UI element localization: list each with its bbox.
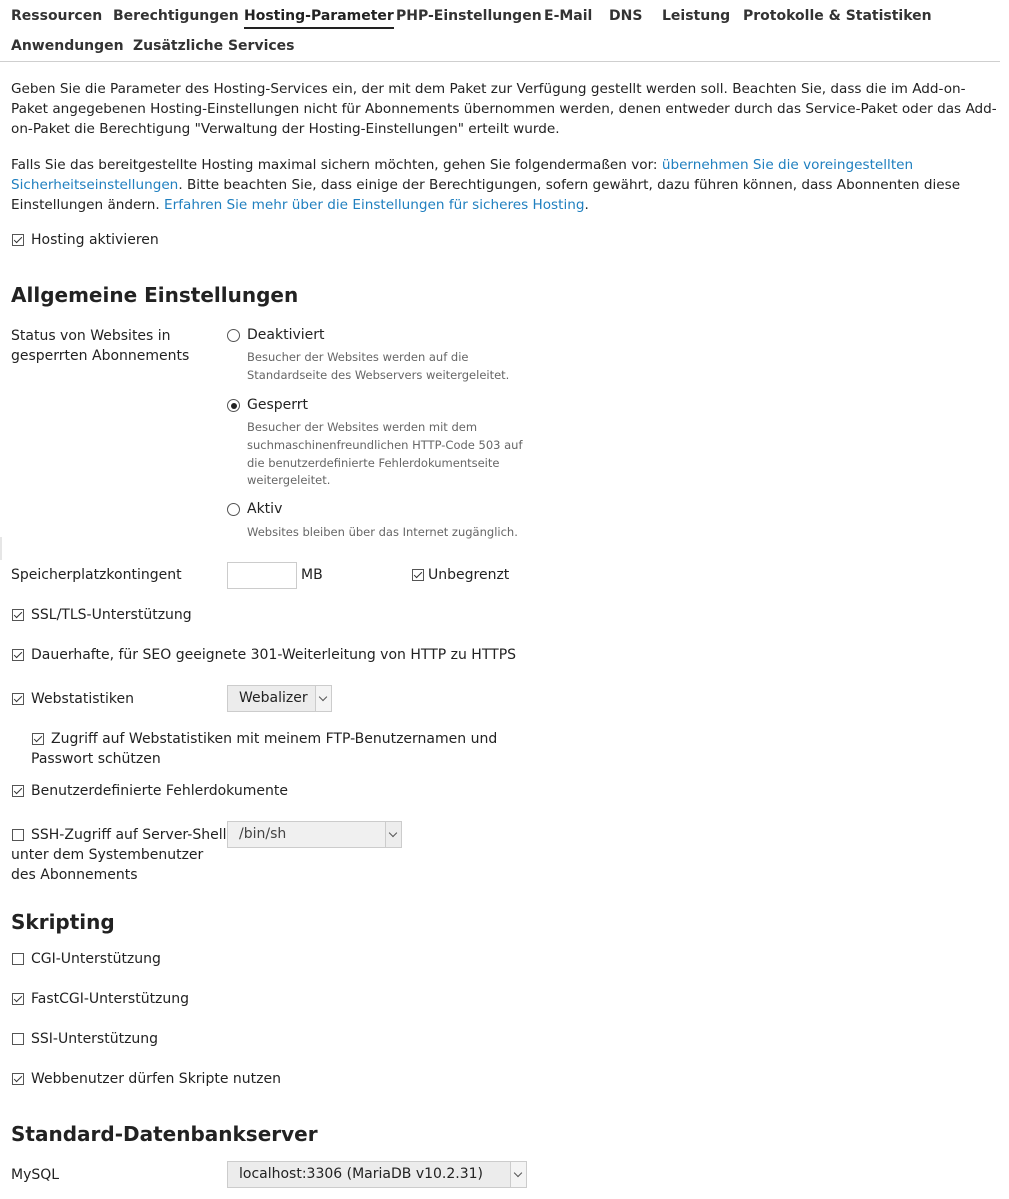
ssh-shell-select-value: /bin/sh <box>239 826 287 842</box>
status-gesperrt-desc-2: suchmaschinenfreundlichen HTTP-Code 503 auf <box>247 438 523 452</box>
tab-hosting-parameter[interactable]: Hosting-Parameter <box>244 8 394 29</box>
status-gesperrt-label: Gesperrt <box>247 397 309 413</box>
tab-bar <box>0 0 1000 62</box>
unlimited-checkbox[interactable] <box>412 569 424 581</box>
tab-php-einstellungen[interactable]: PHP-Einstellungen <box>396 8 542 24</box>
status-gesperrt-radio[interactable] <box>227 399 240 412</box>
status-aktiv-radio[interactable] <box>227 503 240 516</box>
site-status-label-2: gesperrten Abonnements <box>11 348 190 364</box>
disk-quota-label: Speicherplatzkontingent <box>11 567 182 583</box>
disk-quota-input[interactable] <box>227 562 297 589</box>
webstats-checkbox[interactable] <box>12 693 24 705</box>
fastcgi-checkbox[interactable] <box>12 993 24 1005</box>
mysql-server-select-value: localhost:3306 (MariaDB v10.2.31) <box>239 1166 484 1182</box>
status-gesperrt-desc-4: weitergeleitet. <box>247 473 331 487</box>
status-deaktiviert-radio[interactable] <box>227 329 240 342</box>
status-aktiv-desc-1: Websites bleiben über das Internet zugänglich. <box>247 525 518 539</box>
mysql-label: MySQL <box>11 1167 60 1183</box>
ssl-label: SSL/TLS-Unterstützung <box>31 607 192 623</box>
custom-error-docs-label: Benutzerdefinierte Fehlerdokumente <box>31 783 288 799</box>
status-deaktiviert-desc-1: Besucher der Websites werden auf die <box>247 350 469 364</box>
disk-quota-unit: MB <box>301 567 323 583</box>
chevron-down-icon <box>315 686 331 711</box>
ssh-access-label-2: unter dem Systembenutzer <box>11 847 204 863</box>
seo-redirect-checkbox[interactable] <box>12 649 24 661</box>
ssh-access-checkbox[interactable] <box>12 829 24 841</box>
security-paragraph <box>11 155 1001 215</box>
security-text-a: Falls Sie das bereitgestellte Hosting maximal sichern möchten, gehen Sie folgendermaßen vor: <box>11 157 662 173</box>
tab-dns[interactable]: DNS <box>609 8 643 24</box>
protect-webstats-label: Zugriff auf Webstatistiken mit meinem FTP-Benutzernamen und <box>51 731 498 747</box>
webusers-scripts-label: Webbenutzer dürfen Skripte nutzen <box>31 1071 281 1087</box>
ssi-checkbox[interactable] <box>12 1033 24 1045</box>
scripting-heading: Skripting <box>11 910 115 934</box>
scroll-edge <box>0 537 2 560</box>
tab-protokolle-statistiken[interactable]: Protokolle & Statistiken <box>743 8 932 24</box>
tab-email[interactable]: E-Mail <box>544 8 593 24</box>
hosting-enable-label: Hosting aktivieren <box>31 232 159 248</box>
ssl-checkbox[interactable] <box>12 609 24 621</box>
db-server-heading: Standard-Datenbankserver <box>11 1122 318 1146</box>
cgi-checkbox[interactable] <box>12 953 24 965</box>
status-deaktiviert-label: Deaktiviert <box>247 327 325 343</box>
tab-leistung[interactable]: Leistung <box>662 8 731 24</box>
protect-webstats-checkbox[interactable] <box>32 733 44 745</box>
chevron-down-icon <box>385 822 401 847</box>
site-status-label: Status von Websites in <box>11 328 171 344</box>
status-gesperrt-desc-1: Besucher der Websites werden mit dem <box>247 420 478 434</box>
security-text-b: . Bitte beachten Sie, dass einige der Berechtigungen, sofern gewährt, dazu führen können, dass Abonnenten diese Einstellungen ändern. <box>11 177 961 213</box>
seo-redirect-label: Dauerhafte, für SEO geeignete 301-Weiterleitung von HTTP zu HTTPS <box>31 647 517 663</box>
ssh-access-label: SSH-Zugriff auf Server-Shell <box>31 827 227 843</box>
tab-zusaetzliche-services[interactable]: Zusätzliche Services <box>133 38 295 54</box>
custom-error-docs-checkbox[interactable] <box>12 785 24 797</box>
security-text-c: . <box>584 197 589 213</box>
webstats-label: Webstatistiken <box>31 691 135 707</box>
unlimited-label: Unbegrenzt <box>428 567 510 583</box>
fastcgi-label: FastCGI-Unterstützung <box>31 991 190 1007</box>
webusers-scripts-checkbox[interactable] <box>12 1073 24 1085</box>
webstats-select-value: Webalizer <box>239 690 308 706</box>
tab-berechtigungen[interactable]: Berechtigungen <box>113 8 239 24</box>
chevron-down-icon <box>510 1162 526 1187</box>
ssi-label: SSI-Unterstützung <box>31 1031 159 1047</box>
hosting-enable-checkbox[interactable] <box>12 234 24 246</box>
ssh-shell-select[interactable] <box>227 821 402 848</box>
status-deaktiviert-desc-2: Standardseite des Webservers weitergeleitet. <box>247 368 510 382</box>
status-aktiv-label: Aktiv <box>247 501 283 517</box>
apply-security-settings-link[interactable]: übernehmen Sie die voreingestellten Sicherheitseinstellungen <box>11 157 914 193</box>
general-settings-heading: Allgemeine Einstellungen <box>11 283 299 307</box>
cgi-label: CGI-Unterstützung <box>31 951 161 967</box>
tab-anwendungen[interactable]: Anwendungen <box>11 38 124 54</box>
intro-paragraph: Geben Sie die Parameter des Hosting-Services ein, der mit dem Paket zur Verfügung gestellt werden soll. Beachten Sie, dass die im Add-on-Paket angegebenen Hosting-Einstellungen nicht für Abonnements übernommen werden, denen entweder durch das Service-Paket oder das Add-on-Paket die Berechtigung "Verwaltung der Hosting-Einstellungen" erteilt wurde. <box>11 81 997 137</box>
protect-webstats-label-2: Passwort schützen <box>31 751 161 767</box>
mysql-server-select[interactable] <box>227 1161 527 1188</box>
status-gesperrt-desc-3: die benutzerdefinierte Fehlerdokumentseite <box>247 456 500 470</box>
learn-more-secure-hosting-link[interactable]: Erfahren Sie mehr über die Einstellungen für sicheres Hosting <box>164 197 585 213</box>
webstats-select[interactable] <box>227 685 332 712</box>
tab-ressourcen[interactable]: Ressourcen <box>11 8 103 24</box>
ssh-access-label-3: des Abonnements <box>11 867 138 883</box>
